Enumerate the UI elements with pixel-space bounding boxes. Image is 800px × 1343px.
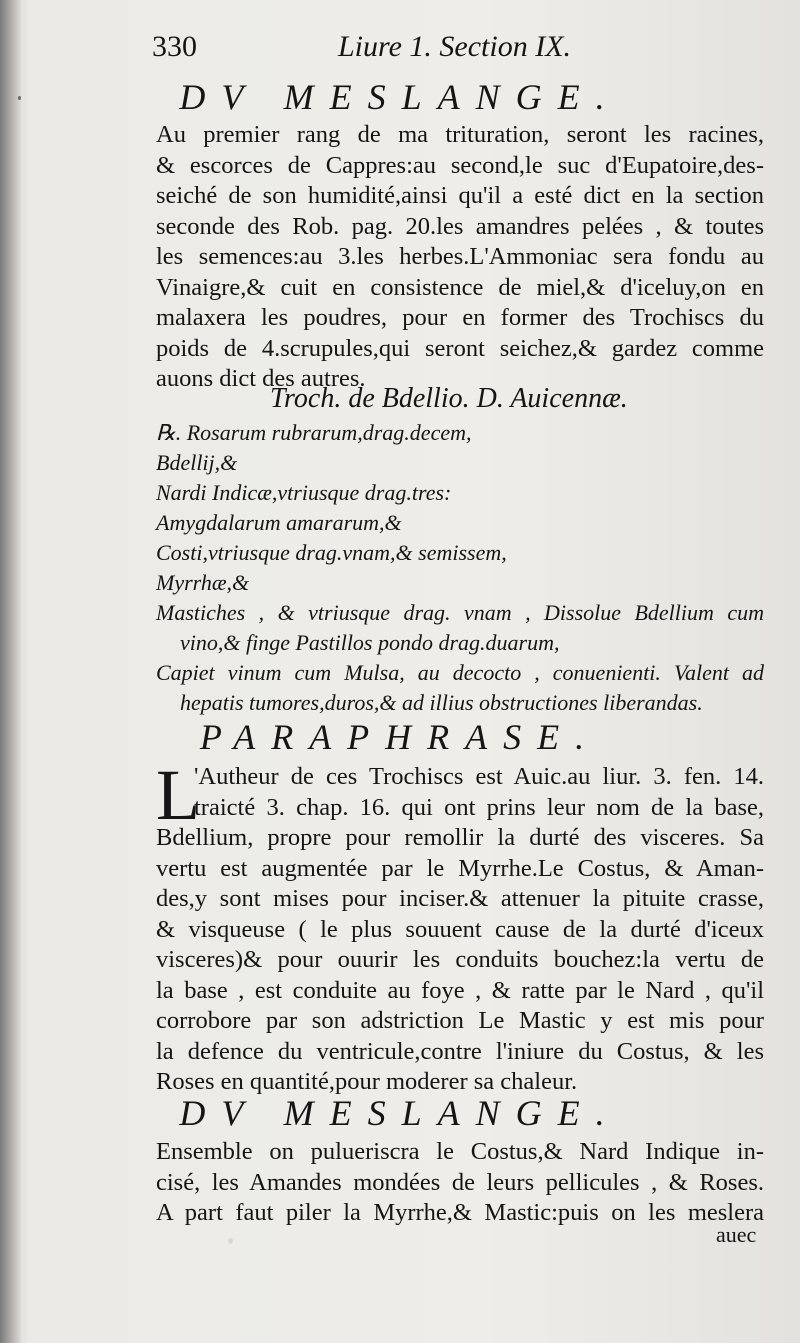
text-line: cisé, les Amandes mondées de leurs pellicules , & Roses. bbox=[156, 1168, 764, 1196]
text-line: A part faut piler la Myrrhe,& Mastic:puis on les meslera bbox=[156, 1199, 764, 1226]
section-heading-meslange-1: DV MESLANGE. bbox=[179, 77, 621, 117]
recipe-line: ℞. Rosarum rubrarum,drag.decem, bbox=[156, 420, 472, 445]
catchword: auec bbox=[716, 1222, 757, 1247]
recipe-title: Troch. de Bdellio. D. Auicennæ. bbox=[270, 383, 628, 414]
text-line: traicté 3. chap. 16. qui ont prins leur nom de la base, bbox=[194, 793, 764, 821]
text-line: Roses en quantité,pour moderer sa chaleur. bbox=[156, 1068, 578, 1095]
text-line: les semences:au 3.les herbes.L'Ammoniac sera fondu au bbox=[156, 243, 764, 270]
recipe-line: Bdellij,& bbox=[156, 450, 238, 475]
recipe-line: Myrrhæ,& bbox=[156, 570, 250, 595]
text-line: des,y sont mises pour inciser.& attenuer la pituite crasse, bbox=[156, 885, 764, 912]
text-line: la base , est conduite au foye , & ratte par le Nard , qu'il bbox=[156, 976, 764, 1004]
drop-capital: L bbox=[156, 755, 200, 835]
section-heading-meslange-2: DV MESLANGE. bbox=[179, 1093, 621, 1133]
text-line: malaxera les poudres, pour en former des Trochiscs du bbox=[156, 304, 764, 331]
recipe-line: Mastiches , & vtriusque drag. vnam , Dissolue Bdellium cum bbox=[156, 600, 764, 625]
recipe-block bbox=[156, 418, 764, 718]
paraphrase-block bbox=[156, 755, 764, 1098]
page-gutter bbox=[0, 0, 22, 1343]
recipe-line: Capiet vinum cum Mulsa, au decocto , conuenienti. Valent ad bbox=[156, 660, 764, 685]
text-line: Bdellium, propre pour remollir la durté des visceres. Sa bbox=[156, 824, 764, 851]
text-line: Ensemble on pulueriscra le Costus,& Nard Indique in- bbox=[156, 1138, 764, 1165]
text-line: Vinaigre,& cuit en consistence de miel,& d'iceluy,on en bbox=[156, 273, 764, 301]
text-line: seconde des Rob. pag. 20.les amandres pelées , & toutes bbox=[156, 212, 764, 240]
text-line: & escorces de Cappres:au second,le suc d'Eupatoire,des- bbox=[156, 151, 764, 179]
text-line: & visqueuse ( le plus souuent cause de la durté d'iceux bbox=[156, 915, 764, 943]
text-line: corrobore par son adstriction Le Mastic y est mis pour bbox=[156, 1007, 764, 1034]
page-number: 330 bbox=[152, 30, 197, 63]
recipe-line: Nardi Indicæ,vtriusque drag.tres: bbox=[156, 480, 452, 505]
recipe-line: Amygdalarum amararum,& bbox=[156, 510, 402, 535]
text-line: 'Autheur de ces Trochiscs est Auic.au liur. 3. fen. 14. bbox=[194, 763, 764, 790]
text-line: seiché de son humidité,ainsi qu'il a esté dict en la section bbox=[156, 182, 764, 209]
recipe-line: vino,& finge Pastillos pondo drag.duarum, bbox=[180, 630, 560, 655]
text-line: vertu est augmentée par le Myrrhe.Le Costus, & Aman- bbox=[156, 854, 764, 882]
text-line: la defence du ventricule,contre l'iniure du Costus, & les bbox=[156, 1037, 764, 1065]
text-line: poids de 4.scrupules,qui seront seichez,& gardez comme bbox=[156, 334, 764, 362]
text-line: visceres)& pour ouurir les conduits bouchez:la vertu de bbox=[156, 946, 764, 973]
section-heading-paraphrase: PARAPHRASE. bbox=[199, 717, 601, 757]
running-title: Liure 1. Section IX. bbox=[338, 30, 572, 63]
ink-speck bbox=[18, 96, 21, 100]
recipe-line: hepatis tumores,duros,& ad illius obstructiones liberandas. bbox=[180, 690, 703, 715]
prose-block-1 bbox=[156, 120, 764, 395]
ink-speck bbox=[228, 1238, 233, 1244]
running-head bbox=[152, 26, 612, 66]
recipe-line: Costi,vtriusque drag.vnam,& semissem, bbox=[156, 540, 507, 565]
text-line: Au premier rang de ma trituration, seront les racines, bbox=[156, 121, 764, 148]
text-line: auons dict des autres. bbox=[156, 365, 366, 392]
prose-block-2 bbox=[156, 1137, 764, 1229]
